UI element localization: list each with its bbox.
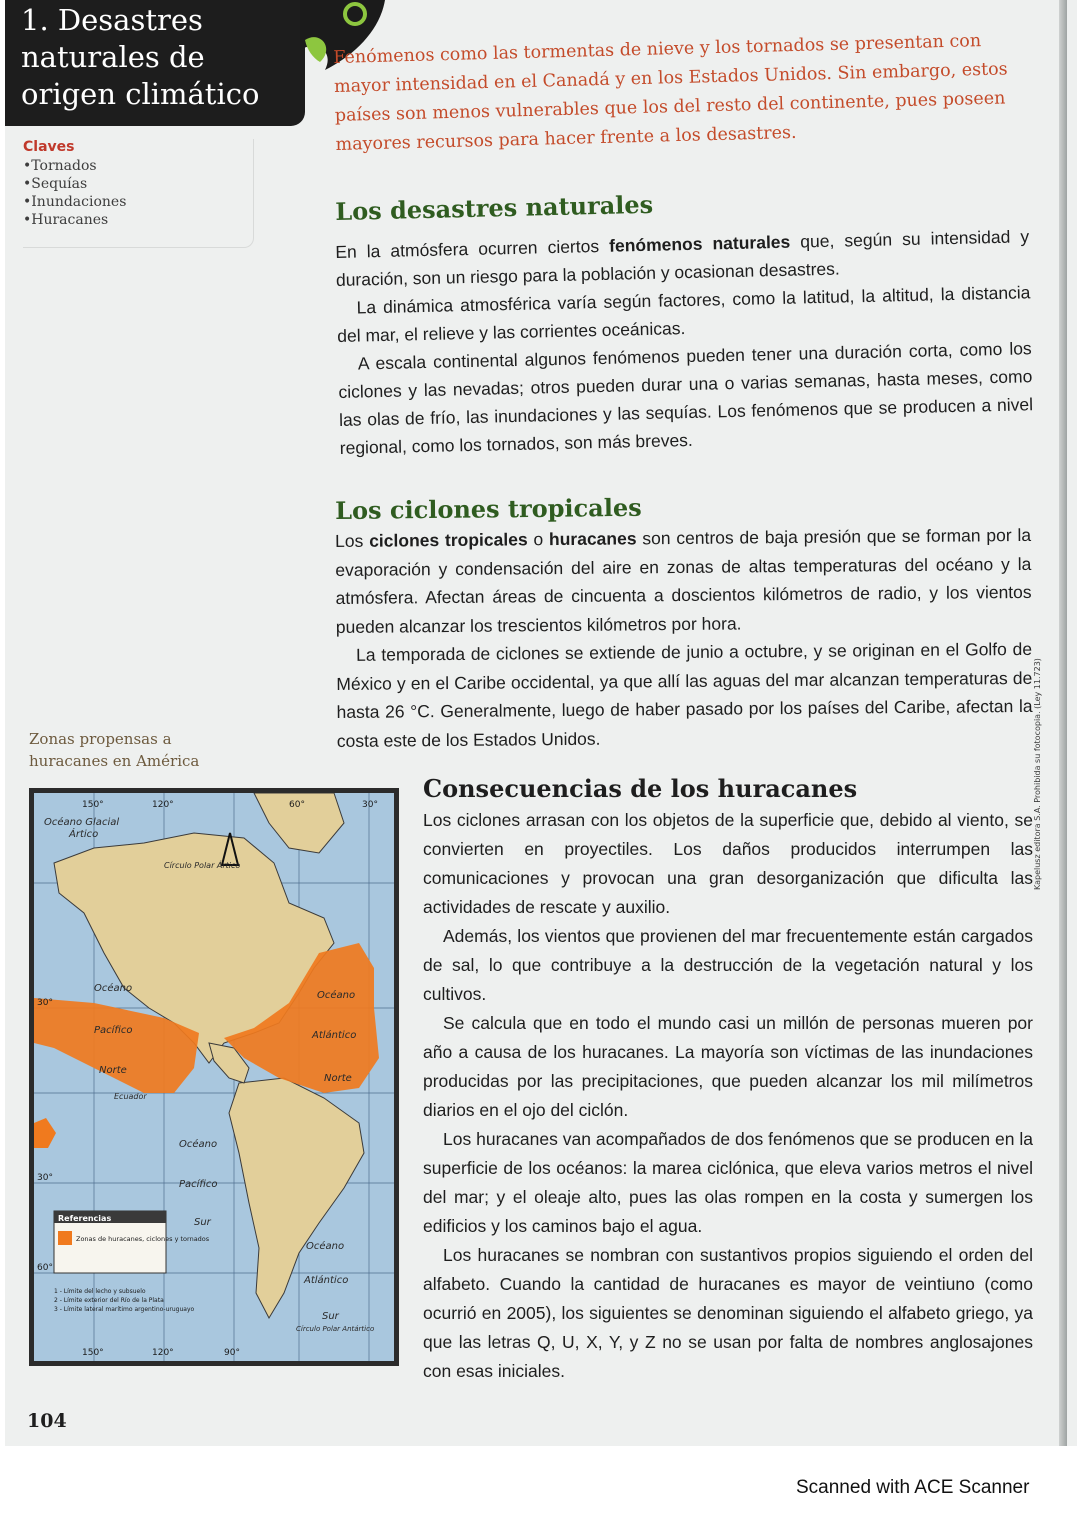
paragraph: Los huracanes van acompañados de dos fenómenos que se producen en la superficie de los océanos: la marea ciclónica, que eleva varios metros el nivel del mar; y el oleaje alto, pues las olas rompen en la costa y sumergen los edificios y los caminos bajo el agua.	[423, 1129, 1033, 1236]
map-label: Océano	[306, 1241, 345, 1252]
map-label: Círculo Polar Antártico	[296, 1325, 375, 1333]
map-caption-line: Zonas propensas a	[29, 730, 172, 748]
map-label: Ártico	[69, 829, 99, 840]
claves-item: • Sequías	[23, 175, 253, 193]
paragraph: A escala continental algunos fenómenos pueden tener una duración corta, como los ciclones y las nevadas; otros pueden durar una o varias semanas, hasta meses, como las olas de frío, las inundaciones y las sequías. Los fenómenos que se producen a nivel regional, como los tornados, son más breves.	[338, 338, 1034, 458]
intro-paragraph: Fenómenos como las tormentas de nieve y los tornados se presentan con mayor intensidad en el Canadá y en los Estados Unidos. Sin embargo, estos países son menos vulnerables que los del resto del continente, pues poseen mayores recursos para hacer frente a los desastres.	[333, 31, 1008, 155]
paragraph	[335, 521, 1032, 641]
scanner-watermark: Scanned with ACE Scanner	[796, 1477, 1030, 1498]
map-tick: 150°	[82, 800, 104, 810]
map-label: Pacífico	[94, 1025, 133, 1036]
legend-note: 2 - Límite exterior del Río de la Plata	[54, 1297, 164, 1304]
section-heading-ciclones: Los ciclones tropicales	[335, 492, 642, 525]
map-caption-line: huracanes en América	[29, 752, 200, 770]
text-run: son centros de baja presión que se forman por la evaporación y condensación del aire en zonas de altas temperaturas del océano y la atmósfera. Afectan áreas de cincuenta a doscientos kilómetros de radio, y los vientos pueden alcanzar los trescientos kilómetros por hora.	[335, 524, 1032, 637]
map-tick: 60°	[37, 1263, 53, 1273]
map-tick: 90°	[224, 1348, 240, 1358]
map-label: Atlántico	[304, 1275, 349, 1286]
map-tick: 30°	[362, 800, 378, 810]
text-run: Los	[335, 530, 370, 551]
map-legend	[54, 1211, 210, 1273]
section-ciclones	[335, 521, 1033, 755]
paragraph: La temporada de ciclones se extiende de junio a octubre, y se originan en el Golfo de México y en el Caribe occidental, ya que allí las aguas del mar alcanzan temperaturas de hasta 26 °C. Generalmente, luego de haber pasado por los países del Caribe, afectan la costa este de los Estados Unidos.	[336, 638, 1033, 751]
map-tick: 120°	[152, 1348, 174, 1358]
map-label: Norte	[99, 1065, 127, 1076]
claves-item: • Tornados	[23, 157, 253, 175]
map-tick: 150°	[82, 1348, 104, 1358]
map-tick: 30°	[37, 998, 53, 1008]
section-desastres	[335, 222, 1034, 462]
bold-term: huracanes	[548, 528, 637, 550]
text-run: que, según su intensidad y duración, son un riesgo para la población y ocasionan desastres.	[335, 226, 1030, 290]
legend-note: 3 - Límite lateral marítimo argentino-uruguayo	[54, 1306, 195, 1313]
map-caption	[29, 728, 229, 772]
map-label: Océano Glacial	[44, 817, 120, 828]
bold-term: fenómenos naturales	[608, 231, 791, 256]
legend-note: 1 - Límite del lecho y subsuelo	[54, 1288, 146, 1295]
paragraph: La dinámica atmosférica varía según factores, como la latitud, la altitud, la distancia del mar, el relieve y las corrientes oceánicas.	[336, 282, 1031, 346]
chapter-title-line: 1. Desastres	[21, 3, 203, 37]
map-tick: 120°	[152, 800, 174, 810]
section-heading-desastres: Los desastres naturales	[335, 189, 654, 226]
paragraph: Los ciclones arrasan con los objetos de la superficie que, debido al viento, se convierten en proyectiles. Los daños producidos interrumpen las comunicaciones y provocan una gran desorganización que dificulta las actividades de rescate y auxilio.	[423, 810, 1033, 917]
map-label: Océano	[317, 990, 356, 1001]
map-tick: 60°	[289, 800, 305, 810]
page-number: 104	[27, 1410, 67, 1432]
bold-term: ciclones tropicales	[369, 529, 528, 551]
claves-item: • Inundaciones	[23, 193, 253, 211]
map-label: Círculo Polar Ártico	[164, 861, 241, 870]
map-label: Pacífico	[179, 1179, 218, 1190]
hurricane-zone-hawaii	[34, 1118, 56, 1148]
claves-box	[23, 139, 254, 248]
map-label: Océano	[179, 1139, 218, 1150]
book-page	[5, 0, 1077, 1446]
book-spine	[1059, 0, 1067, 1446]
map-label: Ecuador	[114, 1092, 147, 1101]
claves-title: Claves	[23, 139, 75, 155]
map-label: Sur	[322, 1311, 339, 1322]
chapter-header	[5, 0, 305, 126]
paragraph: Los huracanes se nombran con sustantivos propios siguiendo el orden del alfabeto. Cuando la cantidad de huracanes es mayor de veintiuno (como ocurrió en 2005), los siguientes se denominan siguiendo el alfabeto griego, ya que las letras Q, U, X, Y, y Z no se usan por falta de nombres anglosajones con esas iniciales.	[423, 1245, 1033, 1381]
text-run: o	[527, 529, 550, 550]
map-label: Océano	[94, 983, 133, 994]
chapter-title-line: origen climático	[21, 77, 260, 111]
map-svg	[34, 793, 394, 1361]
hurricane-map	[29, 788, 399, 1366]
paragraph: Se calcula que en todo el mundo casi un millón de personas mueren por año a causa de los huracanes. La mayoría son víctimas de las inundaciones producidas por las precipitaciones, que pueden alcanzar los mil milímetros diarios en el ojo del ciclón.	[423, 1013, 1033, 1120]
legend-title: Referencias	[58, 1214, 112, 1223]
paragraph: Además, los vientos que provienen del mar frecuentemente están cargados de sal, lo que contribuye a la destrucción de la vegetación natural y los cultivos.	[423, 926, 1033, 1004]
claves-item: • Huracanes	[23, 211, 253, 229]
section-consecuencias	[423, 806, 1033, 1386]
chapter-title-line: naturales de	[21, 40, 205, 74]
claves-list	[23, 157, 253, 229]
map-label: Norte	[324, 1073, 352, 1084]
chapter-title	[21, 2, 301, 113]
section-heading-consecuencias: Consecuencias de los huracanes	[423, 774, 858, 803]
legend-item: Zonas de huracanes, ciclones y tornados	[76, 1235, 210, 1243]
map-label: Atlántico	[312, 1030, 357, 1041]
text-run: En la atmósfera ocurren ciertos	[335, 235, 610, 262]
copyright-side-note: Kapelusz editora S.A. Prohibida su fotocopia. (Ley 11.723)	[1033, 658, 1042, 890]
legend-swatch	[58, 1231, 72, 1245]
map-label: Sur	[194, 1217, 211, 1228]
map-tick: 30°	[37, 1173, 53, 1183]
